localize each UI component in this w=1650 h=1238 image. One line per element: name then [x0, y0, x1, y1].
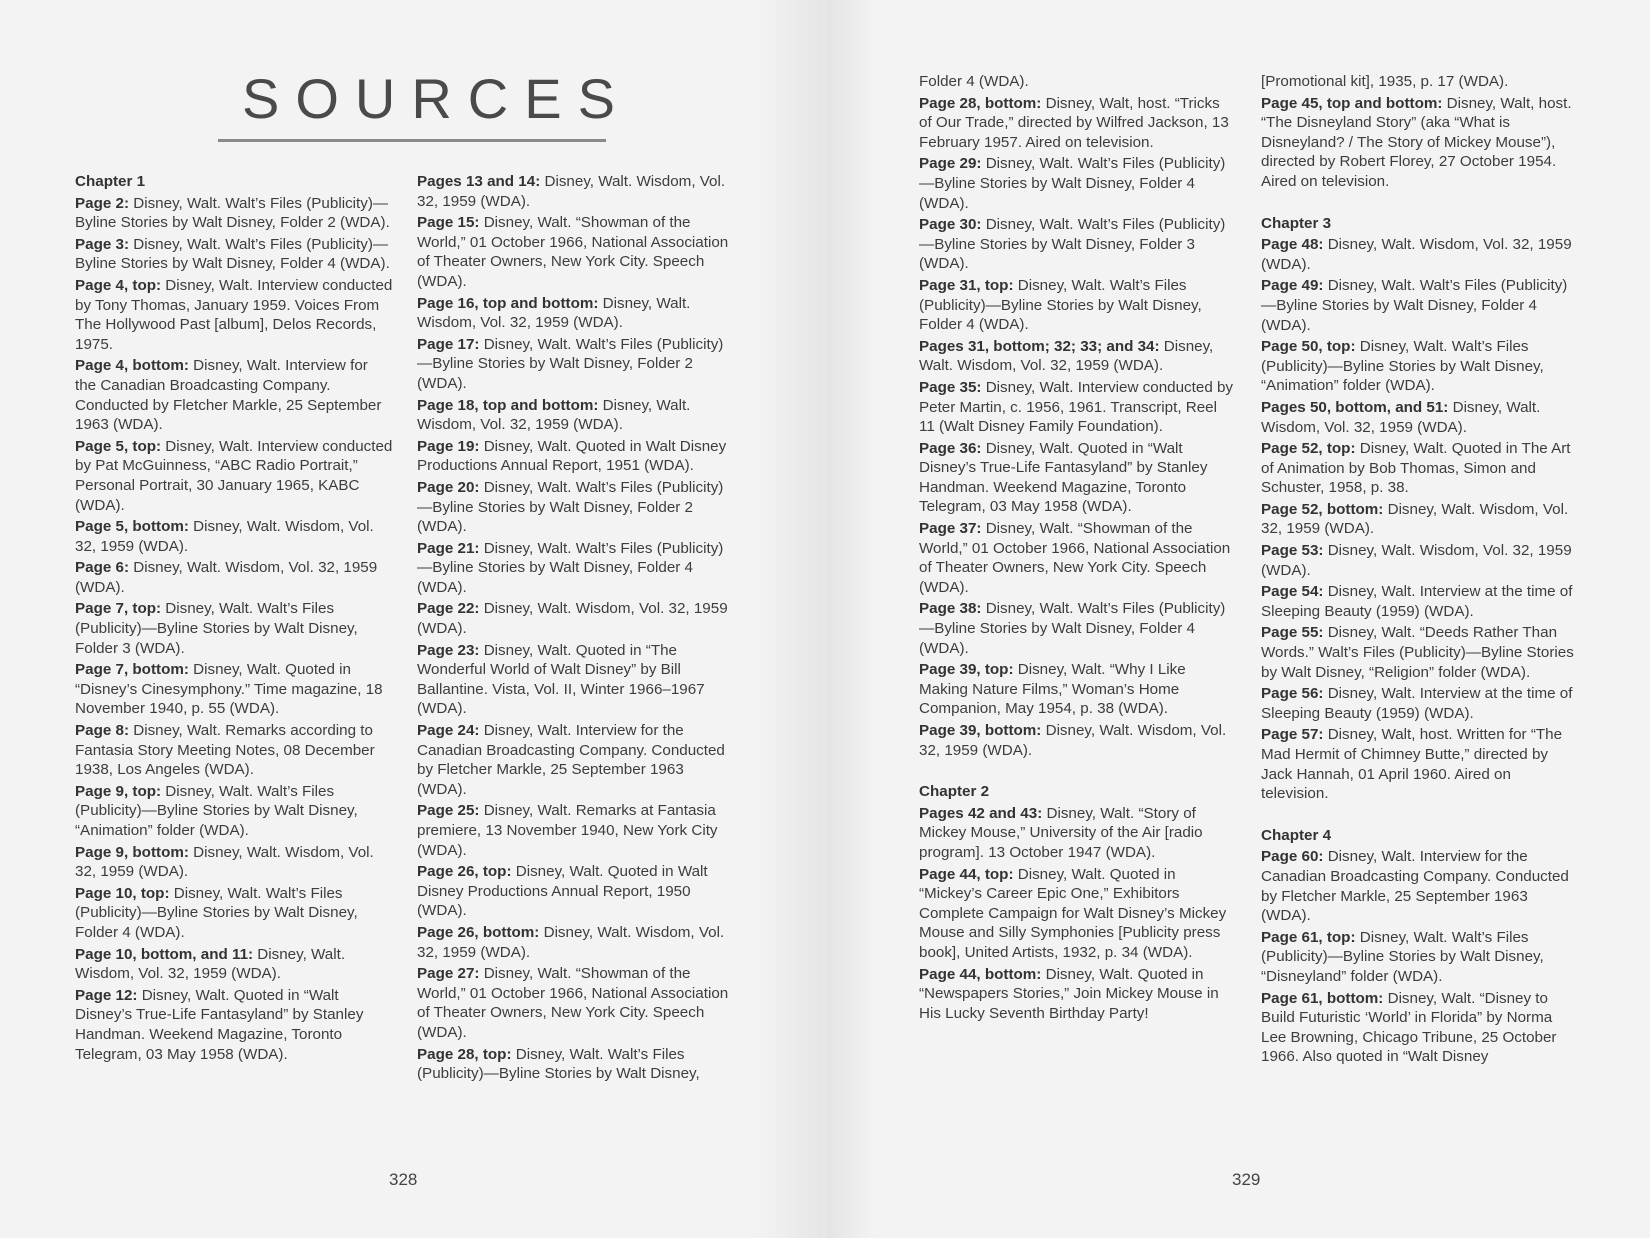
- source-entry-label: Page 7, bottom:: [75, 661, 189, 679]
- source-entry-label: Page 55:: [1261, 624, 1324, 642]
- source-entry-text: Disney, Walt. Walt’s Files (Publicity)—Byline Stories by Walt Disney,: [417, 1045, 700, 1083]
- source-entry-text: Disney, Walt. Walt’s Files (Publicity)—Byline Stories by Walt Disney, “Animation” folder (WDA).: [1261, 338, 1544, 395]
- source-entry: [75, 437, 393, 515]
- source-entry: [919, 378, 1235, 437]
- source-entry-text: Disney, Walt. Walt’s Files (Publicity)—Byline Stories by Walt Disney, Folder 2 (WDA).: [75, 194, 390, 232]
- source-entry-text: Disney, Walt. Interview at the time of Sleeping Beauty (1959) (WDA).: [1261, 583, 1573, 620]
- source-entry-text: Disney, Walt. Quoted in “Disney’s Cinesymphony.” Time magazine, 18 November 1940, p. 55 (WDA).: [75, 661, 383, 718]
- source-entry-text: Disney, Walt. “Why I Like Making Nature Films,” Woman’s Home Companion, May 1954, p. 38 (WDA).: [919, 661, 1186, 718]
- source-entry: [919, 154, 1235, 213]
- source-entry-label: Page 22:: [417, 600, 480, 618]
- source-entry-label: Page 61, top:: [1261, 928, 1356, 946]
- source-entry: [417, 478, 735, 537]
- source-entry-text: Disney, Walt. Walt’s Files (Publicity)—Byline Stories by Walt Disney, Folder 3 (WDA).: [919, 216, 1226, 273]
- source-entry-text: Disney, Walt. Wisdom, Vol. 32, 1959 (WDA).: [1261, 542, 1572, 579]
- left-page: [0, 0, 822, 1238]
- source-entry-label: Page 56:: [1261, 685, 1324, 703]
- source-entry: [417, 539, 735, 598]
- source-entry: [1261, 847, 1581, 925]
- source-entry: [1261, 623, 1581, 682]
- source-entry-text: Disney, Walt. Interview for the Canadian Broadcasting Company. Conducted by Fletcher Markle, 25 September 1963 (WDA).: [417, 722, 725, 798]
- source-entry-text: Disney, Walt, host. “Tricks of Our Trade,” directed by Wilfred Jackson, 13 February 1957. Aired on television.: [919, 94, 1229, 151]
- source-entry-label: Page 9, bottom:: [75, 843, 189, 861]
- source-entry-label: Page 31, top:: [919, 276, 1014, 294]
- source-entry-text: Disney, Walt. Wisdom, Vol. 32, 1959 (WDA).: [417, 294, 691, 332]
- source-entry-text: Disney, Walt. Wisdom, Vol. 32, 1959 (WDA).: [417, 173, 726, 210]
- source-entry: [75, 276, 393, 354]
- source-entry-text: Disney, Walt. Walt’s Files (Publicity)—Byline Stories by Walt Disney, Folder 4 (WDA).: [75, 884, 358, 941]
- source-entry-label: Page 28, top:: [417, 1045, 512, 1063]
- source-entry-label: Page 36:: [919, 439, 982, 457]
- source-entry-label: Pages 42 and 43:: [919, 804, 1043, 822]
- source-entry-text: Disney, Walt. “Showman of the World,” 01 October 1966, National Association of Theater Owners, New York City. Speech (WDA).: [417, 965, 729, 1041]
- source-entry-label: Page 18, top and bottom:: [417, 396, 599, 414]
- page-number-right: 329: [1232, 1170, 1261, 1189]
- source-entry-text: Disney, Walt. Wisdom, Vol. 32, 1959 (WDA).: [75, 843, 374, 881]
- source-entry-label: Page 39, top:: [919, 661, 1014, 679]
- source-entry-text: Disney, Walt. Wisdom, Vol. 32, 1959 (WDA).: [417, 396, 691, 434]
- source-entry-text: Disney, Walt. Remarks according to Fantasia Story Meeting Notes, 08 December 1938, Los Angeles (WDA).: [75, 722, 375, 779]
- source-entry-text: [Promotional kit], 1935, p. 17 (WDA).: [1261, 73, 1509, 90]
- source-entry-label: Page 24:: [417, 722, 480, 740]
- section-spacer: [1261, 806, 1581, 826]
- chapter-heading: Chapter 2: [919, 783, 990, 801]
- sources-column-4: [1261, 72, 1581, 1069]
- source-entry-text: Disney, Walt. Walt’s Files (Publicity)—Byline Stories by Walt Disney, Folder 4 (WDA).: [75, 235, 390, 273]
- source-entry-text: Disney, Walt. Walt’s Files (Publicity)—Byline Stories by Walt Disney, Folder 3 (WDA).: [75, 600, 358, 657]
- source-entry: [919, 439, 1235, 517]
- chapter-heading: Chapter 1: [75, 173, 146, 190]
- source-entry-label: Page 12:: [75, 986, 138, 1004]
- source-entry: [1261, 94, 1581, 192]
- source-entry-text: Disney, Walt. Wisdom, Vol. 32, 1959 (WDA).: [919, 722, 1227, 759]
- source-entry-label: Page 5, bottom:: [75, 518, 189, 536]
- source-entry-text: Disney, Walt. Interview for the Canadian Broadcasting Company. Conducted by Fletcher Markle, 25 September 1963 (WDA).: [75, 357, 382, 434]
- source-entry: [1261, 439, 1581, 498]
- source-entry: [1261, 582, 1581, 621]
- source-entry: [417, 213, 735, 291]
- source-entry-label: Page 30:: [919, 216, 982, 234]
- source-entry: [75, 599, 393, 658]
- source-entry-text: Disney, Walt. Walt’s Files (Publicity)—Byline Stories by Walt Disney, Folder 2 (WDA).: [417, 478, 724, 536]
- source-entry: [1261, 72, 1581, 92]
- page-number-left: 328: [389, 1170, 418, 1189]
- source-entry-label: Page 10, top:: [75, 884, 170, 902]
- source-entry: [75, 517, 393, 556]
- source-entry-text: Disney, Walt. Quoted in “Newspapers Stories,” Join Mickey Mouse in His Lucky Seventh Birthday Party!: [919, 965, 1219, 1022]
- source-entry: [919, 804, 1235, 863]
- sources-column-2: [417, 172, 735, 1086]
- source-entry: [75, 235, 393, 274]
- source-entry-text: Disney, Walt. Quoted in Walt Disney Productions Annual Report, 1950 (WDA).: [417, 863, 708, 920]
- source-entry: [1261, 928, 1581, 987]
- source-entry-text: Disney, Walt. “Showman of the World,” 01 October 1966, National Association of Theater Owners, New York City. Speech (WDA).: [417, 214, 729, 290]
- source-entry: [919, 215, 1235, 274]
- source-entry: [919, 865, 1235, 963]
- source-entry: [75, 986, 393, 1064]
- source-entry-label: Page 5, top:: [75, 437, 162, 455]
- source-entry-text: Disney, Walt. Wisdom, Vol. 32, 1959 (WDA).: [75, 945, 346, 983]
- source-entry-text: Disney, Walt. Interview conducted by Pat McGuinness, “ABC Radio Portrait,” Personal Portrait, 30 January 1965, KABC (WDA).: [75, 437, 393, 514]
- source-entry: [417, 641, 735, 719]
- sources-column-3: [919, 72, 1235, 1025]
- source-entry-text: Folder 4 (WDA).: [919, 73, 1029, 90]
- source-entry: [75, 660, 393, 719]
- source-entry-label: Page 49:: [1261, 277, 1324, 295]
- source-entry: [417, 964, 735, 1042]
- source-entry-text: Disney, Walt. Interview at the time of Sleeping Beauty (1959) (WDA).: [1261, 685, 1573, 722]
- source-entry-label: Page 7, top:: [75, 600, 162, 618]
- source-entry-label: Page 8:: [75, 722, 130, 740]
- source-entry-text: Disney, Walt. Wisdom, Vol. 32, 1959 (WDA).: [919, 337, 1214, 375]
- source-entry-text: Disney, Walt. Quoted in “Mickey’s Career Epic One,” Exhibitors Complete Campaign for Walt Disney’s Mickey Mouse and Silly Symphonies [Publicity press book], United Artists, 1932, p. 34 (WDA).: [919, 865, 1227, 961]
- source-entry: [1261, 989, 1581, 1067]
- source-entry: [919, 599, 1235, 658]
- source-entry-label: Pages 50, bottom, and 51:: [1261, 398, 1449, 416]
- source-entry-label: Page 26, top:: [417, 863, 512, 881]
- source-entry: [417, 172, 735, 211]
- source-entry-label: Page 45, top and bottom:: [1261, 94, 1443, 112]
- source-entry-text: Disney, Walt. Walt’s Files (Publicity)—Byline Stories by Walt Disney, Folder 4 (WDA).: [1261, 277, 1568, 334]
- source-entry: [75, 721, 393, 780]
- source-entry: [417, 294, 735, 333]
- source-entry-label: Page 20:: [417, 478, 480, 496]
- source-entry-text: Disney, Walt. “Showman of the World,” 01 October 1966, National Association of Theater Owners, New York City. Speech (WDA).: [919, 520, 1231, 596]
- source-entry-label: Page 44, bottom:: [919, 965, 1042, 983]
- source-entry-label: Page 2:: [75, 194, 130, 212]
- source-entry-text: Disney, Walt. Walt’s Files (Publicity)—Byline Stories by Walt Disney, Folder 4 (WDA).: [919, 155, 1226, 212]
- source-entry-text: Disney, Walt. Interview for the Canadian Broadcasting Company. Conducted by Fletcher Markle, 25 September 1963 (WDA).: [1261, 848, 1569, 925]
- source-entry-label: Page 15:: [417, 214, 480, 232]
- source-entry-label: Page 35:: [919, 378, 982, 396]
- source-entry: [1261, 684, 1581, 723]
- source-entry-text: Disney, Walt. Wisdom, Vol. 32, 1959 (WDA).: [1261, 500, 1569, 538]
- source-entry: [919, 94, 1235, 153]
- source-entry: [75, 558, 393, 597]
- source-entry: [1261, 541, 1581, 580]
- source-entry-label: Pages 31, bottom; 32; 33; and 34:: [919, 337, 1160, 355]
- source-entry-text: Disney, Walt. “Deeds Rather Than Words.” Walt’s Files (Publicity)—Byline Stories by Walt Disney, “Religion” folder (WDA).: [1261, 624, 1574, 681]
- source-entry-text: Disney, Walt, host. Written for “The Mad Hermit of Chimney Butte,” directed by Jack Hannah, 01 April 1960. Aired on television.: [1261, 726, 1563, 803]
- source-entry: [919, 660, 1235, 719]
- source-entry-text: Disney, Walt. Wisdom, Vol. 32, 1959 (WDA).: [1261, 398, 1541, 436]
- source-entry: [417, 862, 735, 921]
- source-entry-text: Disney, Walt. “Disney to Build Futuristic ‘World’ in Florida” by Norma Lee Browning, Chicago Tribune, 25 October 1966. Also quoted in “Walt Disney: [1261, 989, 1557, 1066]
- source-entry-text: Disney, Walt. Walt’s Files (Publicity)—Byline Stories by Walt Disney, “Disneyland” folder (WDA).: [1261, 928, 1544, 985]
- source-entry: [919, 965, 1235, 1024]
- source-entry-text: Disney, Walt. Wisdom, Vol. 32, 1959 (WDA).: [75, 518, 374, 555]
- source-entry: [75, 782, 393, 841]
- source-entry: [417, 599, 735, 638]
- source-entry: [417, 335, 735, 394]
- source-entry: [1261, 725, 1581, 803]
- sources-column-1: [75, 172, 393, 1066]
- source-entry-label: Page 44, top:: [919, 865, 1014, 883]
- source-entry-label: Pages 13 and 14:: [417, 173, 541, 190]
- section-spacer: [919, 762, 1235, 782]
- source-entry: [75, 884, 393, 943]
- source-entry-label: Page 39, bottom:: [919, 722, 1042, 739]
- source-entry-text: Disney, Walt. Walt’s Files (Publicity)—Byline Stories by Walt Disney, Folder 2 (WDA).: [417, 335, 724, 392]
- source-entry-label: Page 48:: [1261, 236, 1324, 254]
- source-entry-label: Page 37:: [919, 520, 982, 538]
- source-entry-label: Page 54:: [1261, 583, 1324, 601]
- source-entry-label: Page 6:: [75, 559, 130, 577]
- source-entry-text: Disney, Walt. Wisdom, Vol. 32, 1959 (WDA).: [417, 600, 728, 638]
- source-entry-label: Page 28, bottom:: [919, 94, 1042, 112]
- source-entry-label: Page 4, top:: [75, 276, 162, 294]
- source-entry-label: Page 17:: [417, 335, 480, 353]
- source-entry-label: Page 26, bottom:: [417, 923, 540, 941]
- source-entry-label: Page 27:: [417, 965, 480, 983]
- source-entry: [1261, 500, 1581, 539]
- source-entry: [919, 337, 1235, 376]
- source-entry-text: Disney, Walt. “Story of Mickey Mouse,” University of the Air [radio program]. 13 October 1947 (WDA).: [919, 804, 1203, 861]
- source-entry: [919, 72, 1235, 92]
- source-entry-text: Disney, Walt. Quoted in Walt Disney Productions Annual Report, 1951 (WDA).: [417, 437, 727, 475]
- source-entry-text: Disney, Walt. Walt’s Files (Publicity)—Byline Stories by Walt Disney, Folder 4 (WDA).: [919, 276, 1202, 334]
- source-entry-text: Disney, Walt. Interview conducted by Peter Martin, c. 1956, 1961. Transcript, Reel 11 (Walt Disney Family Foundation).: [919, 378, 1234, 436]
- source-entry-label: Page 19:: [417, 437, 480, 455]
- title-underline: [218, 139, 606, 142]
- source-entry-text: Disney, Walt, host. “The Disneyland Story” (aka “What is Disneyland? / The Story of Mickey Mouse”), directed by Robert Florey, 27 October 1954. Aired on television.: [1261, 94, 1572, 190]
- source-entry-label: Page 61, bottom:: [1261, 989, 1384, 1007]
- source-entry-label: Page 23:: [417, 641, 480, 659]
- source-entry: [417, 923, 735, 962]
- source-entry-text: Disney, Walt. Wisdom, Vol. 32, 1959 (WDA).: [417, 923, 725, 961]
- source-entry-label: Page 52, top:: [1261, 440, 1356, 458]
- source-entry: [919, 276, 1235, 335]
- source-entry-label: Page 57:: [1261, 726, 1324, 744]
- source-entry-text: Disney, Walt. Quoted in “Walt Disney’s True-Life Fantasyland” by Stanley Handman. Weekend Magazine, Toronto Telegram, 03 May 1958 (WDA).: [75, 986, 364, 1063]
- source-entry: [919, 721, 1235, 760]
- source-entry: [417, 437, 735, 476]
- source-entry: [75, 945, 393, 984]
- source-entry-text: Disney, Walt. Quoted in The Art of Animation by Bob Thomas, Simon and Schuster, 1958, p. 38.: [1261, 440, 1571, 497]
- source-entry: [75, 356, 393, 434]
- source-entry: [75, 843, 393, 882]
- source-entry: [75, 194, 393, 233]
- source-entry-label: Page 50, top:: [1261, 338, 1356, 356]
- source-entry: [417, 1045, 735, 1084]
- chapter-heading: Chapter 4: [1261, 826, 1332, 844]
- source-entry-label: Page 4, bottom:: [75, 357, 189, 375]
- source-entry: [1261, 276, 1581, 335]
- source-entry-label: Page 21:: [417, 539, 480, 557]
- source-entry-label: Page 29:: [919, 155, 982, 173]
- source-entry-label: Page 3:: [75, 235, 130, 253]
- source-entry-label: Page 25:: [417, 802, 480, 820]
- right-page: [826, 0, 1650, 1238]
- source-entry-label: Page 16, top and bottom:: [417, 294, 599, 312]
- page-title: SOURCES: [242, 67, 631, 130]
- source-entry-label: Page 10, bottom, and 11:: [75, 945, 254, 963]
- source-entry-text: Disney, Walt. Walt’s Files (Publicity)—Byline Stories by Walt Disney, Folder 4 (WDA).: [919, 600, 1226, 657]
- source-entry-text: Disney, Walt. Interview conducted by Tony Thomas, January 1959. Voices From The Hollywood Past [album], Delos Records, 1975.: [75, 276, 393, 353]
- source-entry: [417, 721, 735, 799]
- source-entry: [417, 801, 735, 860]
- section-spacer: [1261, 194, 1581, 214]
- source-entry-label: Page 9, top:: [75, 782, 162, 800]
- source-entry-text: Disney, Walt. Quoted in “The Wonderful World of Walt Disney” by Bill Ballantine. Vista, Vol. II, Winter 1966–1967 (WDA).: [417, 641, 705, 718]
- source-entry: [1261, 235, 1581, 274]
- source-entry-text: Disney, Walt. Quoted in “Walt Disney’s True-Life Fantasyland” by Stanley Handman. Weekend Magazine, Toronto Telegram, 03 May 1958 (WDA).: [919, 439, 1208, 516]
- source-entry: [1261, 337, 1581, 396]
- source-entry-text: Disney, Walt. Walt’s Files (Publicity)—Byline Stories by Walt Disney, Folder 4 (WDA).: [417, 539, 724, 596]
- chapter-heading: Chapter 3: [1261, 214, 1332, 232]
- source-entry-label: Page 38:: [919, 600, 982, 618]
- source-entry-label: Page 53:: [1261, 542, 1324, 560]
- source-entry-text: Disney, Walt. Wisdom, Vol. 32, 1959 (WDA).: [1261, 236, 1572, 273]
- source-entry-label: Page 60:: [1261, 848, 1324, 866]
- source-entry: [1261, 398, 1581, 437]
- source-entry-text: Disney, Walt. Remarks at Fantasia premiere, 13 November 1940, New York City (WDA).: [417, 802, 718, 859]
- source-entry-text: Disney, Walt. Walt’s Files (Publicity)—Byline Stories by Walt Disney, “Animation” folder (WDA).: [75, 782, 358, 839]
- source-entry: [417, 396, 735, 435]
- source-entry-label: Page 52, bottom:: [1261, 500, 1384, 518]
- source-entry-text: Disney, Walt. Wisdom, Vol. 32, 1959 (WDA).: [75, 559, 378, 596]
- source-entry: [919, 519, 1235, 597]
